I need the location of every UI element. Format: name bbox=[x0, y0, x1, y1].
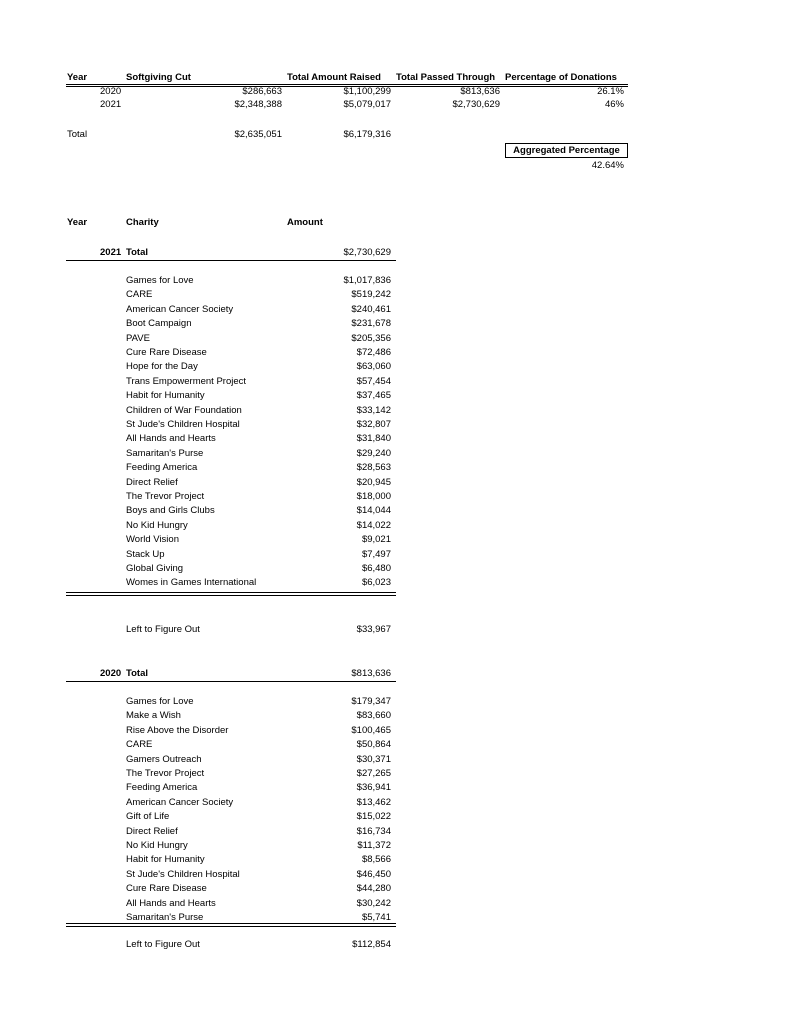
summary-header-rule-top bbox=[66, 84, 628, 85]
charity-name: No Kid Hungry bbox=[126, 519, 188, 531]
charity-amount: $6,480 bbox=[361, 563, 391, 574]
section-2021-left-label: Left to Figure Out bbox=[126, 624, 200, 635]
summary-total-cut: $2,635,051 bbox=[234, 129, 282, 140]
charity-name: Make a Wish bbox=[126, 710, 181, 722]
charity-name: Games for Love bbox=[126, 696, 194, 707]
charity-name: Feeding America bbox=[126, 462, 198, 474]
charity-name: St Jude's Children Hospital bbox=[126, 419, 240, 430]
charity-name: All Hands and Hearts bbox=[126, 433, 216, 445]
aggregated-percentage-box bbox=[505, 143, 628, 158]
summary-row-pct: 46% bbox=[604, 99, 624, 110]
summary-row-passed: $2,730,629 bbox=[452, 99, 500, 110]
charity-amount: $1,017,836 bbox=[343, 275, 391, 286]
charity-name: Gift of Life bbox=[126, 811, 170, 823]
summary-total-raised: $6,179,316 bbox=[343, 129, 391, 140]
charity-amount: $57,454 bbox=[356, 375, 391, 387]
charity-name: Stack Up bbox=[126, 548, 165, 560]
charity-amount: $9,021 bbox=[361, 534, 391, 546]
charity-amount: $28,563 bbox=[356, 462, 391, 474]
charity-amount: $44,280 bbox=[356, 883, 391, 895]
summary-row-year: 2020 bbox=[100, 86, 122, 97]
section-2021-total-rule bbox=[66, 260, 396, 261]
charity-name: Gamers Outreach bbox=[126, 753, 202, 765]
charity-amount: $72,486 bbox=[356, 347, 391, 358]
section-2020-total-label: Total bbox=[126, 668, 148, 679]
charity-name: Games for Love bbox=[126, 275, 194, 286]
charity-name: Hope for the Day bbox=[126, 361, 198, 373]
charity-amount: $46,450 bbox=[356, 868, 391, 880]
charity-name: No Kid Hungry bbox=[126, 840, 188, 851]
charity-amount: $8,566 bbox=[361, 854, 391, 866]
charity-amount: $20,945 bbox=[356, 476, 391, 488]
charity-amount: $6,023 bbox=[361, 577, 391, 589]
charity-amount: $36,941 bbox=[356, 782, 391, 794]
charity-name: The Trevor Project bbox=[126, 768, 205, 779]
charity-name: Boys and Girls Clubs bbox=[126, 505, 215, 517]
charity-name: Habit for Humanity bbox=[126, 854, 205, 866]
charity-amount: $50,864 bbox=[356, 739, 391, 751]
charity-name: Samaritan's Purse bbox=[126, 447, 204, 459]
aggregated-percentage-label: Aggregated Percentage bbox=[513, 145, 620, 156]
charity-amount: $37,465 bbox=[356, 390, 391, 402]
charity-name: Children of War Foundation bbox=[126, 404, 242, 416]
charity-amount: $240,461 bbox=[351, 303, 391, 315]
summary-row-pct: 26.1% bbox=[597, 86, 624, 97]
summary-header-passed: Total Passed Through bbox=[396, 72, 496, 83]
charity-amount: $5,741 bbox=[361, 912, 391, 923]
summary-row-raised: $1,100,299 bbox=[343, 86, 391, 97]
charity-amount: $63,060 bbox=[356, 361, 391, 373]
charity-name: All Hands and Hearts bbox=[126, 897, 216, 909]
charity-name: Direct Relief bbox=[126, 825, 178, 837]
section-2020-year: 2020 bbox=[100, 668, 122, 679]
charity-amount: $16,734 bbox=[356, 825, 391, 837]
charity-name: The Trevor Project bbox=[126, 491, 205, 502]
summary-total-label: Total bbox=[67, 129, 88, 140]
section-2021-total-label: Total bbox=[126, 247, 148, 258]
charity-amount: $18,000 bbox=[356, 491, 391, 502]
section-2021-double-rule bbox=[66, 592, 396, 596]
charity-header-amount: Amount bbox=[287, 217, 323, 228]
section-2020-total-amount: $813,636 bbox=[351, 668, 391, 679]
charity-amount: $205,356 bbox=[351, 332, 391, 344]
section-2020-total-rule bbox=[66, 681, 396, 682]
summary-row-year: 2021 bbox=[100, 99, 122, 110]
charity-amount: $30,242 bbox=[356, 897, 391, 909]
charity-name: Cure Rare Disease bbox=[126, 347, 207, 358]
charity-amount: $14,044 bbox=[356, 505, 391, 517]
summary-header-pct: Percentage of Donations bbox=[505, 72, 617, 83]
section-2021-total-amount: $2,730,629 bbox=[343, 247, 391, 258]
summary-header-cut: Softgiving Cut bbox=[126, 72, 191, 83]
charity-amount: $31,840 bbox=[356, 433, 391, 445]
summary-row-raised: $5,079,017 bbox=[343, 99, 391, 110]
charity-name: CARE bbox=[126, 289, 153, 301]
charity-amount: $15,022 bbox=[356, 811, 391, 823]
charity-amount: $83,660 bbox=[356, 710, 391, 722]
section-2020-left-label: Left to Figure Out bbox=[126, 939, 200, 950]
charity-amount: $30,371 bbox=[356, 753, 391, 765]
charity-name: World Vision bbox=[126, 534, 179, 546]
summary-header-raised: Total Amount Raised bbox=[287, 72, 381, 83]
section-2021-year: 2021 bbox=[100, 247, 122, 258]
charity-amount: $11,372 bbox=[357, 840, 391, 851]
charity-name: PAVE bbox=[126, 332, 150, 344]
charity-amount: $29,240 bbox=[356, 447, 391, 459]
charity-name: St Jude's Children Hospital bbox=[126, 868, 240, 880]
charity-amount: $32,807 bbox=[356, 419, 391, 430]
charity-header-charity: Charity bbox=[126, 217, 159, 228]
charity-name: Feeding America bbox=[126, 782, 198, 794]
charity-name: Trans Empowerment Project bbox=[126, 375, 247, 387]
section-2020-double-rule bbox=[66, 923, 396, 927]
charity-name: Global Giving bbox=[126, 563, 184, 574]
summary-row-passed: $813,636 bbox=[460, 86, 500, 97]
charity-header-year: Year bbox=[67, 217, 88, 228]
charity-amount: $100,465 bbox=[351, 724, 391, 736]
section-2020-left-amount: $112,854 bbox=[352, 939, 391, 950]
charity-amount: $14,022 bbox=[356, 519, 391, 531]
charity-name: Habit for Humanity bbox=[126, 390, 205, 402]
charity-amount: $7,497 bbox=[361, 548, 391, 560]
summary-header-year: Year bbox=[67, 72, 88, 83]
charity-amount: $27,265 bbox=[356, 768, 391, 779]
charity-name: Samaritan's Purse bbox=[126, 912, 204, 923]
summary-row-cut: $2,348,388 bbox=[234, 99, 282, 110]
charity-name: Boot Campaign bbox=[126, 318, 192, 330]
charity-name: Rise Above the Disorder bbox=[126, 724, 229, 736]
charity-amount: $179,347 bbox=[351, 696, 391, 707]
charity-name: CARE bbox=[126, 739, 153, 751]
section-2021-left-amount: $33,967 bbox=[356, 624, 391, 635]
charity-amount: $13,462 bbox=[356, 796, 391, 808]
charity-amount: $519,242 bbox=[351, 289, 391, 301]
charity-name: Direct Relief bbox=[126, 476, 178, 488]
aggregated-percentage-value: 42.64% bbox=[591, 160, 624, 171]
summary-row-cut: $286,663 bbox=[242, 86, 282, 97]
charity-name: American Cancer Society bbox=[126, 796, 234, 808]
charity-amount: $231,678 bbox=[351, 318, 391, 330]
charity-name: American Cancer Society bbox=[126, 303, 234, 315]
charity-amount: $33,142 bbox=[356, 404, 391, 416]
charity-name: Cure Rare Disease bbox=[126, 883, 207, 895]
charity-name: Womes in Games International bbox=[126, 577, 257, 589]
